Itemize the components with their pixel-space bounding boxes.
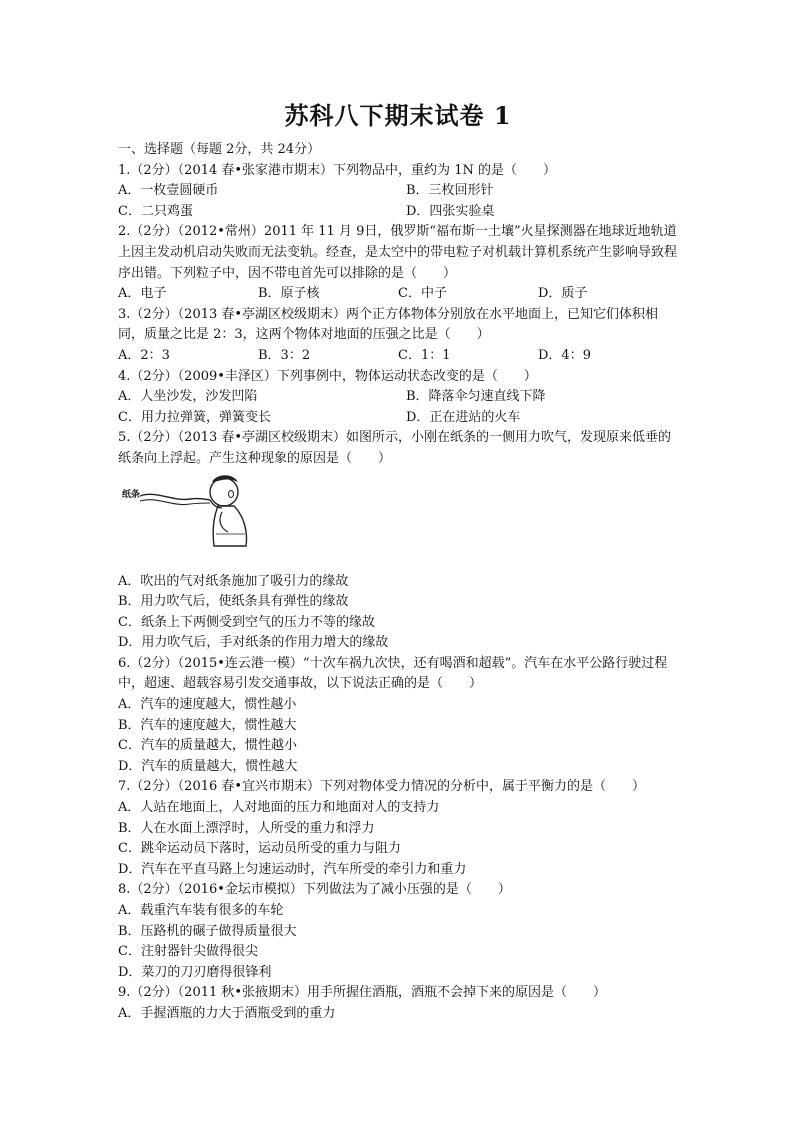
option-b: B．人在水面上漂浮时，人所受的重力和浮力 [118, 820, 375, 836]
question-7 [118, 777, 678, 880]
blowing-paper-figure [118, 472, 678, 568]
option-b: B．三枚回形针 [406, 183, 494, 199]
option-b: B．降落伞匀速直线下降 [406, 389, 546, 405]
question-8 [118, 880, 678, 983]
option-b: B．用力吹气后，使纸条具有弹性的缘故 [118, 594, 349, 610]
options-row [118, 202, 678, 223]
question-stem: 3.（2分）（2013 春•亭湖区校级期末）两个正方体物体分别放在水平地面上，已知它们体积相同，质量之比是 2：3，这两个物体对地面的压强之比是（ ） [118, 306, 659, 343]
option-d: D．4：9 [538, 347, 591, 363]
option-c: C．注射器针尖做得很尖 [118, 944, 258, 960]
question-5 [118, 428, 678, 654]
question-stem: 5.（2分）（2013 春•亭湖区校级期末）如图所示，小刚在纸条的一侧用力吹气，发现原来低垂的纸条向上浮起。产生这种现象的原因是（ ） [118, 430, 672, 466]
question-stem: 9.（2分）（2011 秋•张掖期末）用手所握住酒瓶，酒瓶不会掉下来的原因是（ ） [118, 985, 607, 1001]
option-b: B．原子核 [258, 286, 320, 302]
option-d: D．用力吹气后，手对纸条的作用力增大的缘故 [118, 635, 389, 651]
page-title: 苏科八下期末试卷 1 [284, 101, 512, 130]
option-b: B．压路机的碾子做得质量很大 [118, 923, 297, 939]
options-row [118, 346, 678, 367]
option-d: D．正在进站的火车 [406, 409, 521, 425]
option-a: A．人站在地面上，人对地面的压力和地面对人的支持力 [118, 800, 440, 816]
option-a: A．汽车的速度越大，惯性越小 [118, 697, 297, 713]
option-c: C．二只鸡蛋 [118, 203, 193, 219]
option-c: C．跳伞运动员下落时，运动员所受的重力与阻力 [118, 841, 401, 857]
option-d: D．汽车在平直马路上匀速运动时，汽车所受的牵引力和重力 [118, 861, 467, 877]
option-c: C．中子 [398, 286, 447, 302]
section-heading: 一、选择题（每题 2分，共 24分） [118, 142, 321, 157]
option-a: A．一枚壹圆硬币 [118, 183, 219, 199]
exam-page [118, 98, 678, 1025]
option-a: A．2：3 [118, 347, 170, 363]
option-d: D．汽车的质量越大，惯性越大 [118, 758, 298, 774]
question-stem: 7.（2分）（2016 春•宜兴市期末）下列对物体受力情况的分析中，属于平衡力的是（ ） [118, 779, 646, 795]
options-row [118, 284, 678, 305]
option-c: C．用力拉弹簧，弹簧变长 [118, 409, 271, 425]
question-stem: 4.（2分）（2009•丰泽区）下列事例中，物体运动状态改变的是（ ） [118, 368, 537, 384]
options-row [118, 387, 678, 408]
option-c: C．纸条上下两侧受到空气的压力不等的缘故 [118, 614, 375, 630]
question-1 [118, 161, 678, 223]
options-row [118, 181, 678, 202]
option-d: D．菜刀的刀刃磨得很锋利 [118, 964, 272, 980]
question-2 [118, 222, 678, 304]
option-c: C．1：1 [398, 347, 451, 363]
option-a: A．人坐沙发，沙发凹陷 [118, 389, 258, 405]
option-c: C．汽车的质量越大，惯性越小 [118, 738, 297, 754]
question-9 [118, 983, 678, 1024]
question-6 [118, 654, 678, 778]
question-stem: 2.（2分）（2012•常州）2011 年 11 月 9日，俄罗斯“福布斯一土壤”火星探测器在地球近地轨道上因主发动机启动失败而无法变轨。经查，是太空中的带电粒子对机载计算机系统产生影响导致程序出错。下列粒子中，因不带电首先可以排除的是（ ） [118, 224, 678, 281]
figure-label: 纸条 [122, 489, 141, 500]
option-b: B．汽车的速度越大，惯性越大 [118, 717, 297, 733]
question-stem: 1.（2分）（2014 春•张家港市期末）下列物品中，重约为 1N 的是（ ） [118, 162, 556, 178]
question-3 [118, 305, 678, 367]
option-a: A．吹出的气对纸条施加了吸引力的缘故 [118, 573, 349, 589]
option-a: A．电子 [118, 286, 167, 302]
question-stem: 8.（2分）（2016•金坛市模拟）下列做法为了减小压强的是（ ） [118, 882, 511, 898]
option-a: A．手握酒瓶的力大于酒瓶受到的重力 [118, 1005, 336, 1021]
question-4 [118, 367, 678, 429]
option-b: B．3：2 [258, 347, 311, 363]
option-a: A．载重汽车装有很多的车轮 [118, 903, 284, 918]
option-d: D．质子 [538, 286, 588, 302]
question-stem: 6.（2分）（2015•连云港一模）“十次车祸九次快，还有喝酒和超载”。汽车在水平公路行驶过程中，超速、超载容易引发交通事故，以下说法正确的是（ ） [118, 655, 668, 692]
options-row [118, 408, 678, 429]
boy-blowing-paper-illustration [118, 472, 258, 568]
option-d: D．四张实验桌 [406, 203, 495, 219]
